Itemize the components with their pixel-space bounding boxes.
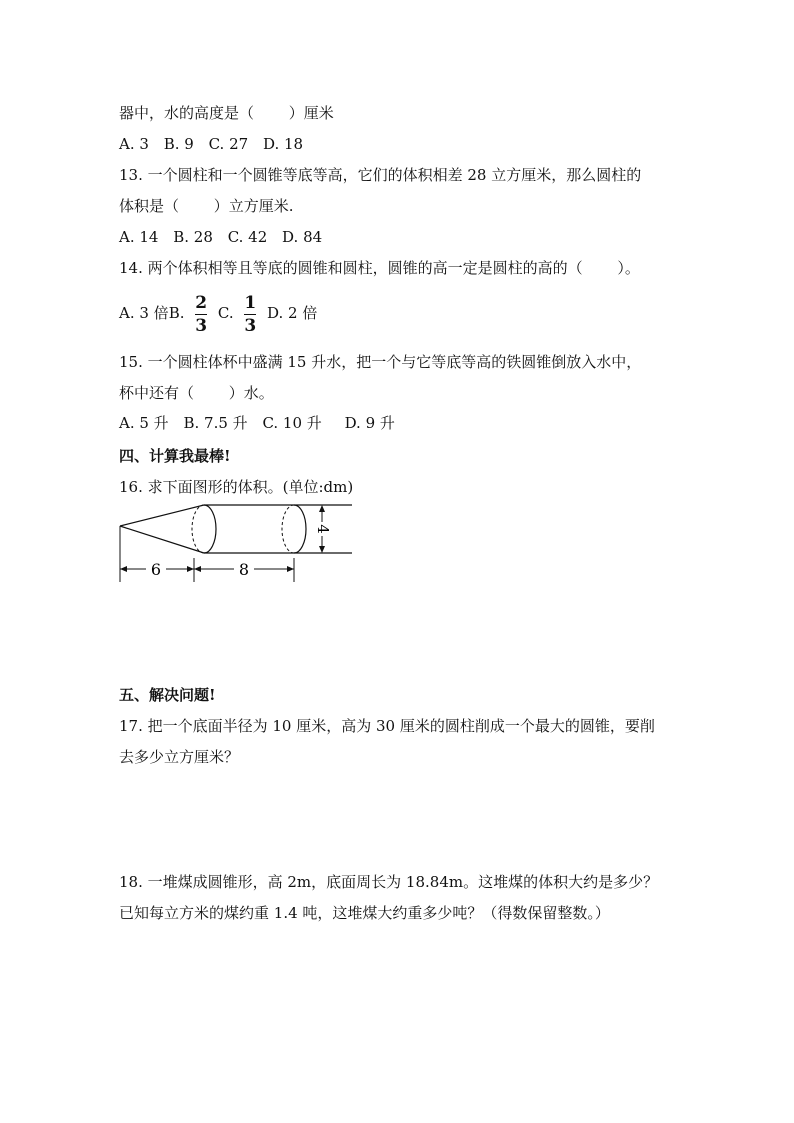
q18-line2: 已知每立方米的煤约重 1.4 吨，这堆煤大约重多少吨？（得数保留整数。） <box>119 904 610 922</box>
q13-option-c: C. 42 <box>227 228 268 246</box>
diameter-arrow-bottom <box>319 546 325 553</box>
q15-option-b: B. 7.5 升 <box>183 414 248 432</box>
cone-base-hidden-arc <box>192 505 204 553</box>
q15-line1: 15. 一个圆柱体杯中盛满 15 升水，把一个与它等底等高的铁圆锥倒放入水中， <box>119 353 642 371</box>
cone-top-edge <box>120 505 204 526</box>
q15-option-d: D. 9 升 <box>344 414 395 432</box>
q14-text: 14. 两个体积相等且等底的圆锥和圆柱，圆锥的高一定是圆柱的高的（ ）。 <box>119 259 640 277</box>
cylinder-length-arrow-right <box>287 566 294 572</box>
q12-options <box>119 134 313 154</box>
q14-option-d: D. 2 倍 <box>267 304 318 322</box>
q18-line1: 18. 一堆煤成圆锥形，高 2m，底面周长为 18.84m。这堆煤的体积大约是多少？ <box>119 873 659 891</box>
q16-figure <box>112 496 362 586</box>
cone-bottom-edge <box>120 526 204 553</box>
section-4-title: 四、计算我最棒! <box>119 447 231 465</box>
q14-option-a: A. 3 倍 <box>119 304 169 322</box>
q13-line1: 13. 一个圆柱和一个圆锥等底等高，它们的体积相差 28 立方厘米，那么圆柱的 <box>119 166 642 184</box>
q12-option-a: A. 3 <box>119 135 149 153</box>
q13-option-b: B. 28 <box>173 228 213 246</box>
cone-base-arc <box>204 505 216 553</box>
q12-option-c: C. 27 <box>208 135 249 153</box>
cone-length-arrow-right <box>187 566 194 572</box>
q14-option-c-fraction <box>244 294 256 335</box>
q15-option-c: C. 10 升 <box>262 414 322 432</box>
q13-line2: 体积是（ ）立方厘米. <box>119 197 294 215</box>
cylinder-end-arc <box>294 505 306 553</box>
diameter-arrow-top <box>319 505 325 512</box>
q15-line2: 杯中还有（ ）水。 <box>119 384 274 402</box>
q13-options <box>119 227 332 247</box>
q15-options <box>119 413 405 433</box>
diameter-label: 4 <box>314 524 332 534</box>
q17-line2: 去多少立方厘米？ <box>119 748 240 766</box>
q14-fraction-b-denominator: 3 <box>195 315 208 336</box>
section-5-title: 五、解决问题! <box>119 686 216 704</box>
q12-text: 器中，水的高度是（ ）厘米 <box>119 104 334 122</box>
fraction-bar <box>195 314 207 315</box>
cylinder-length-arrow-left <box>194 566 201 572</box>
q14-option-b-fraction <box>195 294 207 335</box>
q13-option-d: D. 84 <box>282 228 323 246</box>
q14-option-b-label: B. <box>168 304 185 322</box>
cone-length-arrow-left <box>120 566 127 572</box>
q14-fraction-c-numerator: 1 <box>244 292 257 313</box>
q17-line1: 17. 把一个底面半径为 10 厘米，高为 30 厘米的圆柱削成一个最大的圆锥，要削 <box>119 717 655 735</box>
cylinder-length-label: 8 <box>238 560 250 579</box>
fraction-bar <box>244 314 256 315</box>
q12-option-d: D. 18 <box>262 135 304 153</box>
cone-length-label: 6 <box>150 560 162 579</box>
cylinder-end-hidden-arc <box>282 505 294 553</box>
q14-fraction-c-denominator: 3 <box>244 315 257 336</box>
q15-option-a: A. 5 升 <box>119 414 169 432</box>
q14-option-c-label: C. <box>217 304 234 322</box>
q16-text: 16. 求下面图形的体积。(单位:dm) <box>119 478 354 496</box>
q14-fraction-b-numerator: 2 <box>195 292 208 313</box>
q13-option-a: A. 14 <box>119 228 159 246</box>
q12-option-b: B. 9 <box>163 135 194 153</box>
q14-options <box>119 290 317 336</box>
